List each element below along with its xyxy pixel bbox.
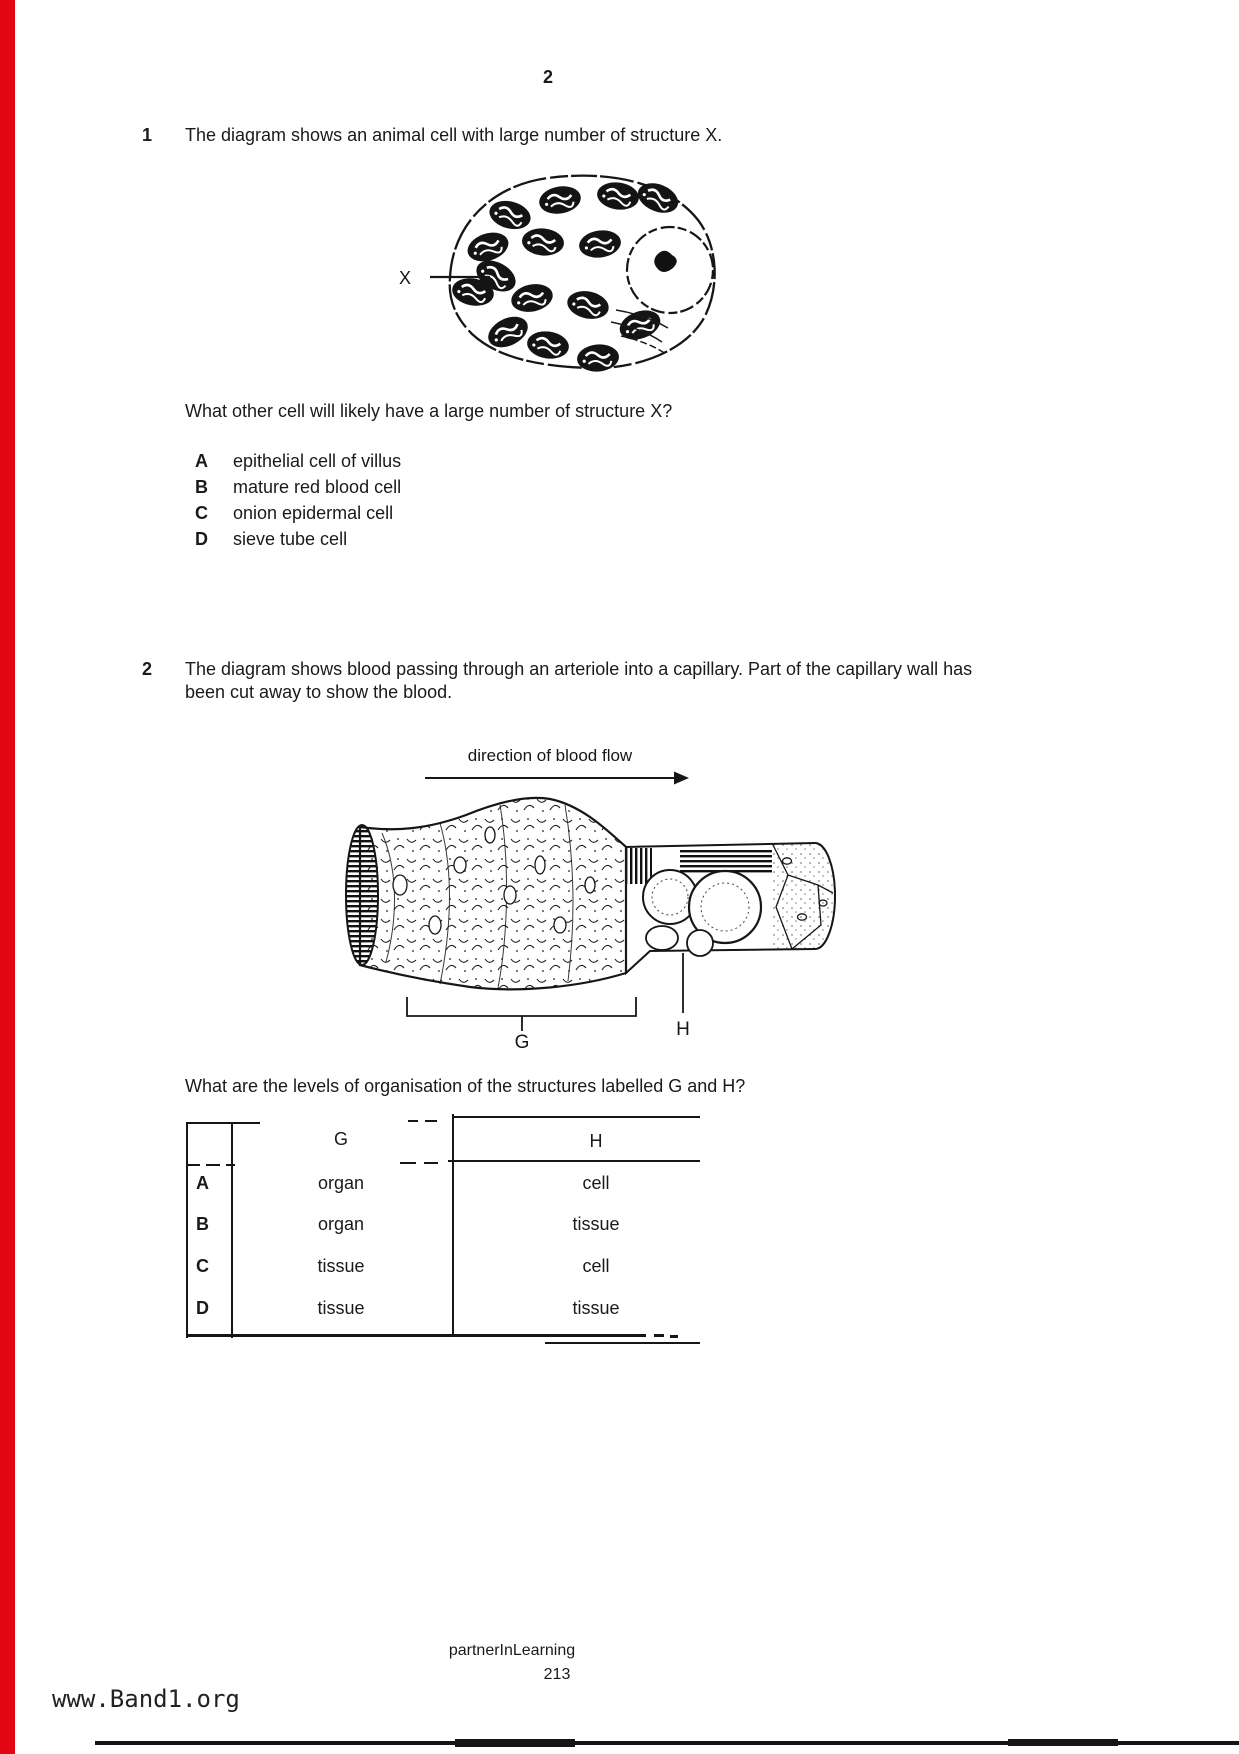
table-border — [188, 1164, 200, 1166]
table-cell-h: tissue — [572, 1298, 620, 1318]
table-border — [545, 1342, 700, 1344]
option-letter: C — [195, 503, 208, 523]
capillary — [626, 843, 835, 973]
animal-cell-diagram — [368, 158, 728, 388]
q1-option-b — [195, 476, 401, 499]
table-cell-g: organ — [317, 1173, 365, 1193]
table-border — [424, 1162, 438, 1164]
option-text: epithelial cell of villus — [233, 451, 402, 471]
table-border — [186, 1122, 188, 1338]
option-text: mature red blood cell — [233, 477, 402, 497]
label-h: H — [676, 1019, 690, 1040]
table-border — [425, 1120, 437, 1122]
table-header-h: H — [589, 1131, 603, 1151]
q1-number: 1 — [142, 125, 153, 145]
label-g: G — [514, 1032, 530, 1050]
option-letter: B — [195, 477, 208, 497]
junction-shading — [626, 848, 652, 884]
option-letter: A — [195, 451, 208, 471]
table-cell-g: tissue — [317, 1256, 365, 1276]
table-row-letter: C — [196, 1256, 209, 1276]
bottom-scan-line-blob — [455, 1739, 575, 1747]
arteriole — [346, 798, 626, 989]
table-cell-g: organ — [317, 1214, 365, 1234]
table-border — [452, 1116, 700, 1118]
table-border — [452, 1114, 454, 1336]
table-cell-h: cell — [582, 1173, 610, 1193]
table-row-letter: A — [196, 1173, 209, 1193]
table-border — [400, 1162, 416, 1164]
q1-stem: The diagram shows an animal cell with large number of structure X. — [185, 125, 723, 145]
table-border — [448, 1160, 700, 1162]
table-border — [654, 1334, 664, 1337]
q2-number: 2 — [142, 659, 153, 679]
q1-option-c — [195, 502, 393, 525]
table-border — [226, 1164, 235, 1166]
table-cell-h: tissue — [572, 1214, 620, 1234]
option-text: sieve tube cell — [233, 529, 348, 549]
label-x: X — [399, 268, 412, 288]
watermark-url: www.Band1.org — [52, 1685, 240, 1713]
left-edge-stripe — [0, 0, 15, 1754]
table-border — [408, 1120, 418, 1122]
table-cell-g: tissue — [317, 1298, 365, 1318]
q2-stem: The diagram shows blood passing through an arteriole into a capillary. Part of the capillary wall has been cut away to show the blood. — [185, 659, 973, 702]
table-border — [186, 1122, 260, 1124]
table-border — [206, 1164, 220, 1166]
option-letter: D — [195, 529, 208, 549]
arteriole-end-cap — [346, 825, 378, 965]
table-border — [670, 1335, 678, 1338]
bracket-g — [407, 997, 636, 1031]
blood-vessel-diagram — [340, 735, 900, 1050]
q1-option-a — [195, 450, 401, 473]
q2-question: What are the levels of organisation of the structures labelled G and H? — [185, 1076, 746, 1096]
flow-label: direction of blood flow — [467, 746, 633, 765]
table-border — [186, 1334, 646, 1337]
table-header-g: G — [333, 1129, 348, 1149]
bottom-scan-line-blob — [1008, 1739, 1118, 1746]
table-row-letter: D — [196, 1298, 209, 1318]
page-number: 2 — [543, 67, 554, 87]
table-cell-h: cell — [582, 1256, 610, 1276]
option-text: onion epidermal cell — [233, 503, 394, 523]
flow-arrow — [425, 772, 689, 785]
q1-option-d — [195, 528, 347, 551]
footer-brand: partnerInLearning — [448, 1642, 576, 1659]
q1-question: What other cell will likely have a large number of structure X? — [185, 401, 673, 421]
table-row-letter: B — [196, 1214, 209, 1234]
footer-page-ref: 213 — [543, 1666, 571, 1683]
